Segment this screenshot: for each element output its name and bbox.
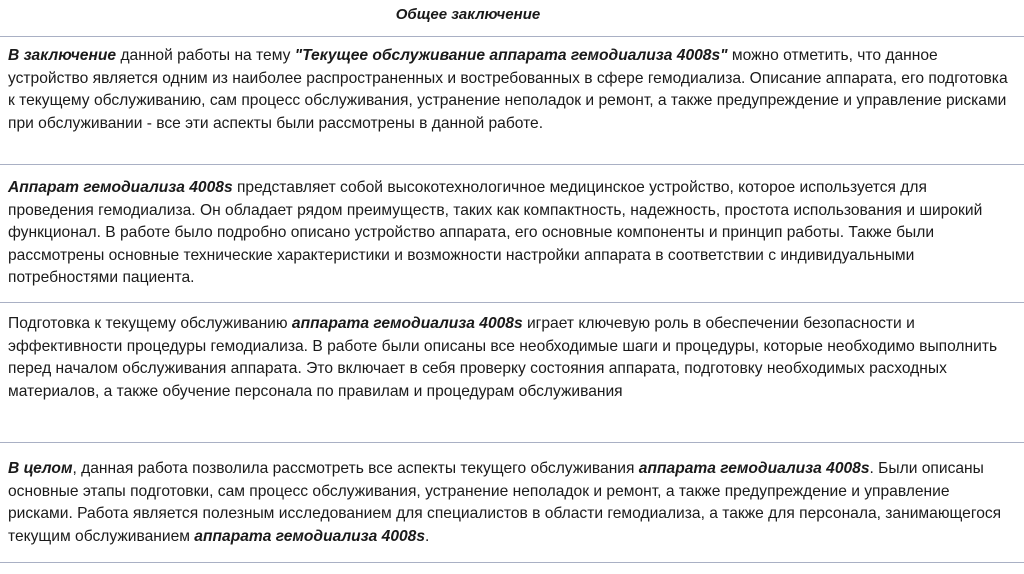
- paragraph-text: можно отметить, что данное устройство является одним из наиболее распространенных и востребованных в сфере гемодиализа. Описание аппарата, его подготовка к текущему обслуживанию, сам процесс обслуживания, устранение неполадок и ремонт, а также предупреждение и управление рисками при обслуживании - все эти аспекты были рассмотрены в данной работе.: [8, 47, 1008, 132]
- paragraph-emphasis: аппарата гемодиализа 4008s: [638, 460, 870, 477]
- paragraph-lead: В целом: [8, 460, 73, 477]
- conclusion-paragraph-1: [0, 45, 1024, 135]
- paragraph-text: данной работы на тему: [116, 47, 295, 64]
- paragraph-lead: Аппарат гемодиализа 4008s: [8, 179, 233, 196]
- page-title: Общее заключение: [395, 6, 541, 23]
- paragraph-lead: В заключение: [8, 47, 117, 64]
- paragraph-emphasis: "Текущее обслуживание аппарата гемодиализа 4008s": [294, 47, 728, 64]
- conclusion-paragraph-4: [0, 458, 1024, 548]
- paragraph-text: представляет собой высокотехнологичное медицинское устройство, которое используется для проведения гемодиализа. Он обладает рядом преимуществ, таких как компактность, надежность, простота использования и широкий функционал. В работе было подробно описано устройство аппарата, его основные компоненты и принцип работы. Также были рассмотрены основные технические характеристики и возможности настройки аппарата в соответствии с индивидуальными потребностями пациента.: [8, 179, 983, 287]
- paragraph-emphasis: аппарата гемодиализа 4008s: [291, 315, 523, 332]
- paragraph-emphasis: аппарата гемодиализа 4008s: [194, 527, 426, 545]
- conclusion-paragraph-3: [0, 313, 1024, 403]
- paragraph-text: , данная работа позволила рассмотреть все аспекты текущего обслуживания: [72, 460, 639, 477]
- paragraph-text: Подготовка к текущему обслуживанию: [8, 315, 292, 332]
- section-divider: [0, 442, 1024, 443]
- section-divider: [0, 36, 1024, 37]
- section-divider: [0, 302, 1024, 303]
- conclusion-paragraph-2: [0, 177, 1024, 290]
- section-divider: [0, 164, 1024, 165]
- section-divider: [0, 562, 1024, 563]
- paragraph-text: .: [425, 527, 430, 545]
- paragraph-text: играет ключевую роль в обеспечении безопасности и эффективности процедуры гемодиализа. В работе были описаны все необходимые шаги и процедуры, которые необходимо выполнить перед началом обслуживания аппарата. Это включает в себя проверку состояния аппарата, подготовку необходимых расходных материалов, а также обучение персонала по правилам и процедурам обслуживания: [8, 315, 998, 400]
- paragraph-text: . Были описаны основные этапы подготовки, сам процесс обслуживания, устранение неполадок и ремонт, а также предупреждение и управление рисками. Работа является полезным исследованием для специалистов в области гемодиализа, а также для персонала, занимающегося текущим обслуживанием: [8, 460, 1002, 545]
